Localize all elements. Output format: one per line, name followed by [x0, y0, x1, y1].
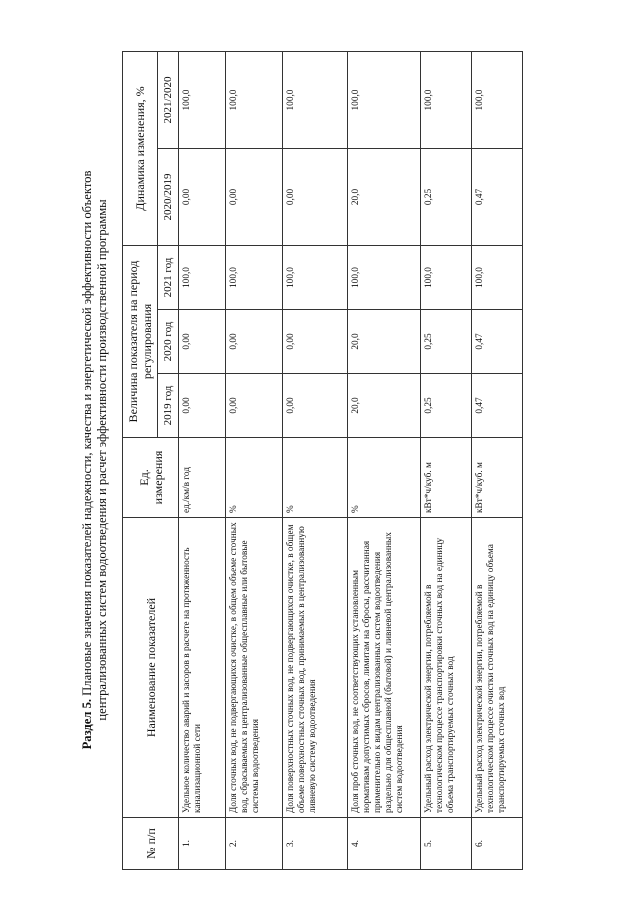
row-value-2020: 0,00 — [226, 310, 283, 374]
row-value-2021: 100,0 — [179, 246, 226, 310]
table-row — [348, 52, 421, 870]
document-page — [80, 50, 600, 870]
section-label: Раздел 5. — [80, 698, 94, 750]
row-unit: % — [283, 438, 348, 518]
section-heading — [80, 50, 110, 870]
row-value-2021: 100,0 — [226, 246, 283, 310]
header-year-2020: 2020 год — [158, 310, 179, 374]
row-value-2019: 0,25 — [421, 374, 472, 438]
table-row — [421, 52, 472, 870]
header-dyn-2020-2019: 2020/2019 — [158, 149, 179, 246]
row-num: 6. — [472, 818, 523, 870]
header-year-2019: 2019 год — [158, 374, 179, 438]
row-name: Удельный расход электрической энергии, потребляемой в технологическом процессе транспортировки сточных вод на единицу объема транспортируемых сточных вод — [421, 518, 472, 818]
row-value-2021: 100,0 — [283, 246, 348, 310]
row-dyn-2021-2020: 100,0 — [421, 52, 472, 149]
row-dyn-2020-2019: 0,00 — [226, 149, 283, 246]
row-name: Удельное количество аварий и засоров в расчете на протяженность канализационной сети — [179, 518, 226, 818]
table-row — [472, 52, 523, 870]
row-value-2019: 20,0 — [348, 374, 421, 438]
row-value-2020: 20,0 — [348, 310, 421, 374]
row-value-2021: 100,0 — [348, 246, 421, 310]
row-num: 4. — [348, 818, 421, 870]
row-value-2020: 0,00 — [283, 310, 348, 374]
header-unit: Ед. измерения — [123, 438, 179, 518]
section-title-line2: централизованных систем водоотведения и расчет эффективности производственной программы — [95, 199, 109, 721]
row-value-2020: 0,47 — [472, 310, 523, 374]
row-unit: ед./км/в год — [179, 438, 226, 518]
row-value-2021: 100,0 — [472, 246, 523, 310]
row-value-2019: 0,00 — [283, 374, 348, 438]
section-title-line1: Плановые значения показателей надежности, качества и энергетической эффективности объектов — [80, 170, 94, 696]
header-dyn-2021-2020: 2021/2020 — [158, 52, 179, 149]
row-dyn-2020-2019: 20,0 — [348, 149, 421, 246]
row-value-2020: 0,25 — [421, 310, 472, 374]
row-dyn-2020-2019: 0,25 — [421, 149, 472, 246]
table-row — [179, 52, 226, 870]
row-value-2021: 100,0 — [421, 246, 472, 310]
row-num: 1. — [179, 818, 226, 870]
row-unit: % — [348, 438, 421, 518]
header-num: № п/п — [123, 818, 179, 870]
row-value-2019: 0,47 — [472, 374, 523, 438]
row-name: Доля поверхностных сточных вод, не подвергающихся очистке, в общем объеме поверхностных сточных вод, принимаемых в централизованную ливневую систему водоотведения — [283, 518, 348, 818]
table-row — [226, 52, 283, 870]
row-dyn-2021-2020: 100,0 — [348, 52, 421, 149]
row-num: 2. — [226, 818, 283, 870]
row-dyn-2021-2020: 100,0 — [226, 52, 283, 149]
row-num: 5. — [421, 818, 472, 870]
indicators-table — [122, 51, 523, 870]
row-dyn-2020-2019: 0,47 — [472, 149, 523, 246]
row-dyn-2020-2019: 0,00 — [179, 149, 226, 246]
row-name: Доля проб сточных вод, не соответствующих установленным нормативам допустимых сбросов, лимитам на сбросы, рассчитанная применительно к видам централизованных систем водоотведения раздельно для общесплавной (бытовой) и ливневой централизованных систем водоотведения — [348, 518, 421, 818]
row-dyn-2021-2020: 100,0 — [179, 52, 226, 149]
row-unit: кВт*ч/куб. м — [472, 438, 523, 518]
header-name: Наименование показателей — [123, 518, 179, 818]
table-row — [283, 52, 348, 870]
row-num: 3. — [283, 818, 348, 870]
row-dyn-2020-2019: 0,00 — [283, 149, 348, 246]
row-unit: % — [226, 438, 283, 518]
header-value-group: Величина показателя на период регулирования — [123, 246, 158, 438]
row-value-2019: 0,00 — [226, 374, 283, 438]
row-dyn-2021-2020: 100,0 — [283, 52, 348, 149]
row-unit: кВт*ч/куб. м — [421, 438, 472, 518]
row-dyn-2021-2020: 100,0 — [472, 52, 523, 149]
header-dynamics-group: Динамика изменения, % — [123, 52, 158, 246]
row-value-2019: 0,00 — [179, 374, 226, 438]
row-name: Удельный расход электрической энергии, потребляемой в технологическом процессе очистки сточных вод на единицу объема транспортируемых сточных вод — [472, 518, 523, 818]
row-value-2020: 0,00 — [179, 310, 226, 374]
header-year-2021: 2021 год — [158, 246, 179, 310]
row-name: Доля сточных вод, не подвергающихся очистке, в общем объеме сточных вод, сбрасываемых в централизованные общесплавные или бытовые системы водоотведения — [226, 518, 283, 818]
